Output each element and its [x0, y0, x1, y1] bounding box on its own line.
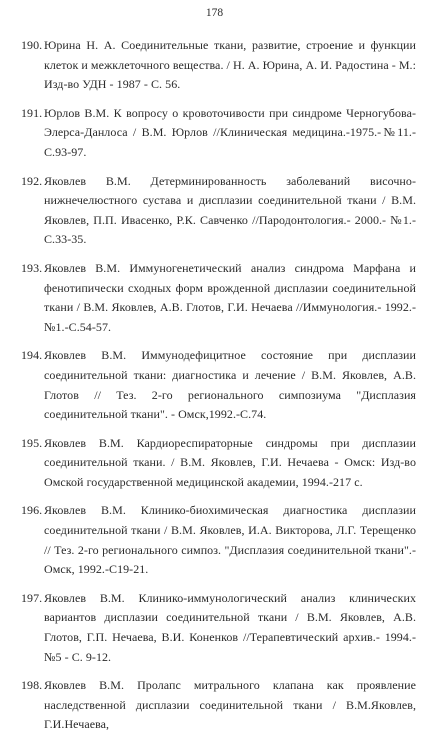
reference-number: 194.: [21, 348, 43, 363]
reference-number: 196.: [21, 503, 43, 518]
reference-item: [21, 434, 416, 493]
reference-text: Яковлев В.М. Кардиореспираторные синдромы при дисплазии соединительной ткани. / В.М. Яковлев, Г.И. Нечаева - Омск: Изд-во Омской государственной медицинской академии, 1994.-217 с.: [44, 435, 416, 489]
reference-item: [21, 346, 416, 424]
reference-text: Яковлев В.М. Иммунодефицитное состояние при дисплазии соединительной ткани: диагностика и лечение / В.М. Яковлев, А.В. Глотов // Тез. 2-го регионального симпозиума "Дисплазия соединительной ткани". - Омск,1992.-С.74.: [44, 348, 416, 422]
reference-number: 193.: [21, 260, 43, 275]
reference-number: 197.: [21, 590, 43, 605]
reference-text: Яковлев В.М. Клинико-иммунологический анализ клинических вариантов дисплазии соединительной ткани / В.М. Яковлев, А.В. Глотов, Г.П. Нечаева, В.И. Коненков //Терапевтический архив.- 1994.- №5 - С. 9-12.: [44, 590, 416, 664]
reference-item: [21, 501, 416, 579]
reference-text: Яковлев В.М. Иммуногенетический анализ синдрома Марфана и фенотипически сходных форм врожденной дисплазии соединительной ткани / В.М. Яковлев, А.В. Глотов, Г.И. Нечаева //Иммунология.- 1992.- №1.-С.54-57.: [44, 260, 416, 334]
reference-item: [21, 676, 416, 735]
reference-item: [21, 104, 416, 163]
reference-item: [21, 172, 416, 250]
page-number: 178: [205, 7, 224, 19]
reference-text: Яковлев В.М. Клинико-биохимическая диагностика дисплазии соединительной ткани / В.М. Яковлев, И.А. Викторова, Л.Г. Терещенко // Тез. 2-го регионального симпоз. "Дисплазия соединительной ткани".- Омск, 1992.-С19-21.: [44, 503, 416, 577]
reference-text: Юрина Н. А. Соединительные ткани, развитие, строение и функции клеток и межклеточного вещества. / Н. А. Юрина, А. И. Радостина - М.: Изд-во УДН - 1987 - С. 56.: [44, 38, 416, 92]
reference-list: [21, 36, 416, 744]
reference-item: [21, 36, 416, 95]
reference-number: 192.: [21, 173, 43, 188]
reference-text: Яковлев В.М. Пролапс митрального клапана как проявление наследственной дисплазии соединительной ткани / В.М.Яковлев, Г.И.Нечаева,: [44, 678, 416, 732]
reference-number: 195.: [21, 435, 43, 450]
reference-item: [21, 259, 416, 337]
reference-number: 190.: [21, 38, 43, 52]
reference-text: Яковлев В.М. Детерминированность заболеваний височно-нижнечелюстного сустава и дисплазии соединительной ткани / В.М. Яковлев, П.П. Ивасенко, Р.К. Савченко //Пародонтология.- 2000.- №1.-С.33-35.: [44, 173, 416, 247]
reference-number: 191.: [21, 105, 43, 120]
reference-text: Юрлов В.М. К вопросу о кровоточивости при синдроме Черногубова-Элерса-Данлоса / В.М. Юрлов //Клиническая медицина.-1975.-№11.-С.93-97.: [44, 105, 416, 159]
reference-number: 198.: [21, 678, 43, 693]
reference-item: [21, 589, 416, 667]
